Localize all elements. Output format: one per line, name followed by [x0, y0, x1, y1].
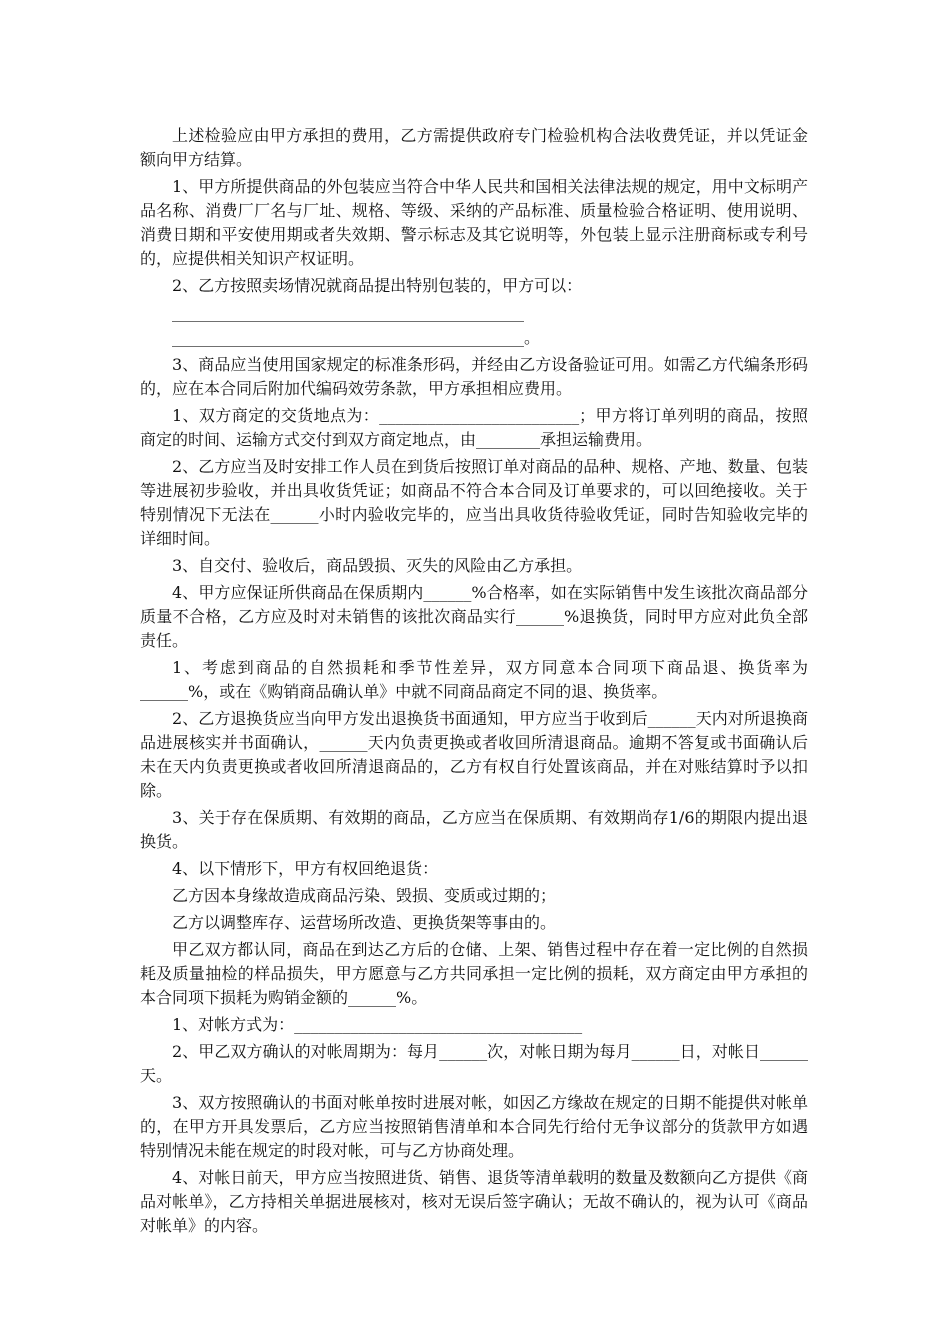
document-body: [140, 124, 808, 1241]
paragraph: 乙方因本身缘故造成商品污染、毁损、变质或过期的；: [172, 886, 557, 905]
blank-line: ____________________________________________。: [172, 328, 541, 347]
paragraph: 4、甲方应保证所供商品在保质期内______%合格率，如在实际销售中发生该批次商品部分质量不合格，乙方应及时对未销售的该批次商品实行______%退换货，同时甲方应对此负全部责任。: [140, 583, 808, 650]
paragraph: 乙方以调整库存、运营场所改造、更换货架等事由的。: [172, 913, 557, 932]
paragraph: 2、乙方退换货应当向甲方发出退换货书面通知，甲方应当于收到后______天内对所退换商品进展核实并书面确认，______天内负责更换或者收回所清退商品。逾期不答复或书面确认后未在天内负责更换或者收回所清退商品的，乙方有权自行处置该商品，并在对账结算时予以扣除。: [140, 709, 808, 800]
paragraph: 1、双方商定的交货地点为：_________________________；甲方将订单列明的商品，按照商定的时间、运输方式交付到双方商定地点，由________承担运输费用。: [140, 406, 808, 449]
paragraph: 甲乙双方都认同，商品在到达乙方后的仓储、上架、销售过程中存在着一定比例的自然损耗及质量抽检的样品损失，甲方愿意与乙方共同承担一定比例的损耗，双方商定由甲方承担的本合同项下损耗为购销金额的______%。: [140, 940, 808, 1007]
paragraph: 2、乙方按照卖场情况就商品提出特别包装的，甲方可以：: [172, 276, 583, 295]
paragraph: 2、甲乙双方确认的对帐周期为：每月______次，对帐日期为每月______日，对帐日______天。: [140, 1042, 808, 1085]
paragraph: 3、关于存在保质期、有效期的商品，乙方应当在保质期、有效期尚存1/6的期限内提出退换货。: [140, 808, 808, 851]
paragraph: 1、甲方所提供商品的外包装应当符合中华人民共和国相关法律法规的规定，用中文标明产品名称、消费厂厂名与厂址、规格、等级、采纳的产品标准、质量检验合格证明、使用说明、消费日期和平安使用期或者失效期、警示标志及其它说明等，外包装上显示注册商标或专利号的，应提供相关知识产权证明。: [140, 177, 808, 268]
paragraph: 上述检验应由甲方承担的费用，乙方需提供政府专门检验机构合法收费凭证，并以凭证金额向甲方结算。: [140, 126, 808, 169]
blank-line: ____________________________________________: [172, 303, 524, 322]
paragraph: 4、以下情形下，甲方有权回绝退货：: [172, 859, 439, 878]
paragraph: 4、对帐日前天，甲方应当按照进货、销售、退货等清单载明的数量及数额向乙方提供《商品对帐单》，乙方持相关单据进展核对，核对无误后签字确认；无故不确认的，视为认可《商品对帐单》的内容。: [140, 1168, 808, 1235]
paragraph: 3、双方按照确认的书面对帐单按时进展对帐，如因乙方缘故在规定的日期不能提供对帐单的，在甲方开具发票后，乙方应当按照销售清单和本合同先行给付无争议部分的货款甲方如遇特别情况未能在规定的时段对帐，可与乙方协商处理。: [140, 1093, 808, 1160]
paragraph: 1、对帐方式为：____________________________________: [172, 1015, 583, 1034]
paragraph: 2、乙方应当及时安排工作人员在到货后按照订单对商品的品种、规格、产地、数量、包装等进展初步验收，并出具收货凭证；如商品不符合本合同及订单要求的，可以回绝接收。关于特别情况下无法在______小时内验收完毕的，应当出具收货待验收凭证，同时告知验收完毕的详细时间。: [140, 457, 808, 548]
paragraph: 1、考虑到商品的自然损耗和季节性差异，双方同意本合同项下商品退、换货率为______%，或在《购销商品确认单》中就不同商品商定不同的退、换货率。: [140, 658, 808, 701]
paragraph: 3、商品应当使用国家规定的标准条形码，并经由乙方设备验证可用。如需乙方代编条形码的，应在本合同后附加代编码效劳条款，甲方承担相应费用。: [140, 355, 808, 398]
paragraph: 3、自交付、验收后，商品毁损、灭失的风险由乙方承担。: [172, 556, 583, 575]
